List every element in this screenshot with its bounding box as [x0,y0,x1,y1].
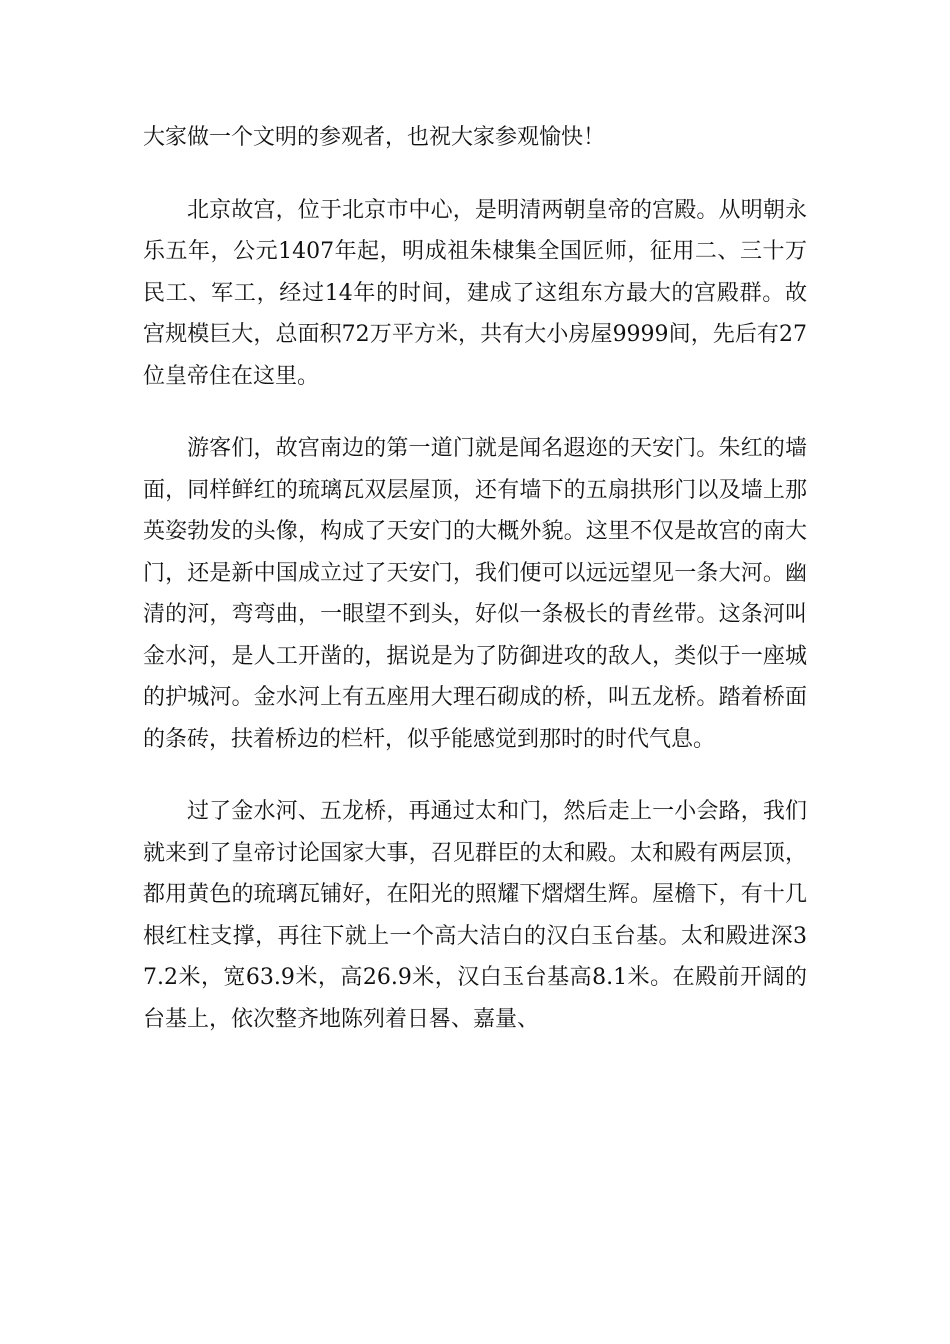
paragraph-forbidden-city-intro: 北京故宫，位于北京市中心，是明清两朝皇帝的宫殿。从明朝永乐五年，公元1407年起，明成祖朱棣集全国匠师，征用二、三十万民工、军工，经过14年的时间，建成了这组东方最大的宫殿群。故宫规模巨大，总面积72万平方米，共有大小房屋9999间，先后有27位皇帝住在这里。 [143,197,807,389]
paragraph-taihe-hall: 过了金水河、五龙桥，再通过太和门，然后走上一小会路，我们就来到了皇帝讨论国家大事，召见群臣的太和殿。太和殿有两层顶，都用黄色的琉璃瓦铺好，在阳光的照耀下熠熠生辉。屋檐下，有十几根红柱支撑，再往下就上一个高大洁白的汉白玉台基。太和殿进深37.2米，宽63.9米，高26.9米，汉白玉台基高8.1米。在殿前开阔的台基上，依次整齐地陈列着日晷、嘉量、 [143,799,807,1032]
paragraph-tiananmen: 游客们，故宫南边的第一道门就是闻名遐迩的天安门。朱红的墙面，同样鲜红的琉璃瓦双层屋顶，还有墙下的五扇拱形门以及墙上那英姿勃发的头像，构成了天安门的大概外貌。这里不仅是故宫的南大门，还是新中国成立过了天安门，我们便可以远远望见一条大河。幽清的河，弯弯曲，一眼望不到头，好似一条极长的青丝带。这条河叫金水河，是人工开凿的，据说是为了防御进攻的敌人，类似于一座城的护城河。金水河上有五座用大理石砌成的桥，叫五龙桥。踏着桥面的条砖，扶着桥边的栏杆，似乎能感觉到那时的时代气息。 [143,436,807,752]
document-page [143,117,807,1071]
paragraph-continuation: 大家做一个文明的参观者，也祝大家参观愉快！ [143,125,606,150]
